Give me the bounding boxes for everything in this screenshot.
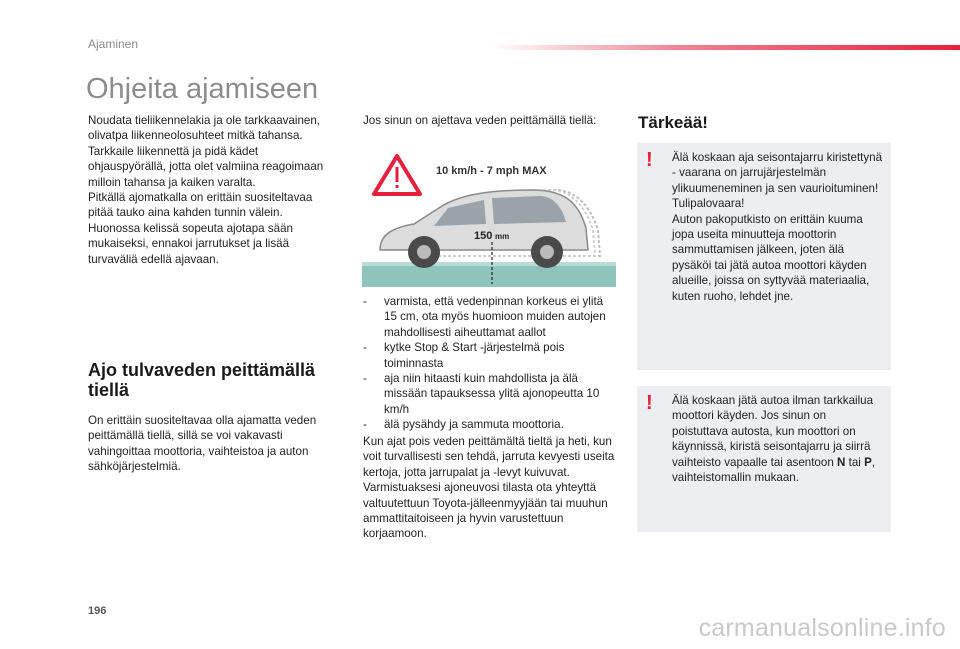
- list-item: - aja niin hitaasti kuin mahdollista ja älä missään tapauksessa ylitä ajonopeutta 10 km/h: [363, 372, 600, 416]
- list-item: - varmista, että vedenpinnan korkeus ei ylitä 15 cm, ota myös huomioon muiden autojen mahdollisesti aiheuttamat aallot: [363, 295, 606, 339]
- page-number: 196: [88, 605, 107, 617]
- flood-heading: Ajo tulvaveden peittämällä tiellä: [88, 360, 316, 400]
- intro-line: Pitkällä ajomatkalla on erittäin suositeltavaa pitää tauko aina kahden tunnin välein.: [88, 191, 313, 220]
- warning-triangle-icon: [374, 156, 420, 194]
- depth-value: 150: [474, 230, 493, 242]
- important-title: Tärkeää!: [638, 113, 708, 132]
- list-item: - älä pysähdy ja sammuta moottoria.: [363, 418, 564, 432]
- list-item: - kytke Stop & Start -järjestelmä pois toiminnasta: [363, 341, 565, 370]
- intro-line: Huonossa kelissä sopeuta ajotapa sään mukaiseksi, ennakoi jarrutukset ja lisää turvaväliä edellä ajavaan.: [88, 221, 293, 266]
- header-accent-bar: [490, 45, 960, 50]
- intro-paragraph: [88, 113, 338, 267]
- instruction-list: [363, 294, 619, 433]
- intro-line: Tarkkaile liikennettä ja pidä kädet ohjauspyörällä, jotta olet valmiina reagoimaan milloin tahansa ja kaiken varalta.: [88, 144, 324, 189]
- section-label: Ajaminen: [88, 37, 139, 51]
- warning-box-2: [637, 386, 891, 532]
- page-title: Ohjeita ajamiseen: [86, 73, 319, 105]
- flood-illustration: [362, 150, 616, 287]
- column2-lead: Jos sinun on ajettava veden peittämällä tiellä:: [363, 114, 597, 127]
- warning-text: Auton pakoputkisto on erittäin kuuma jopa useita minuutteja moottorin sammuttamisen jälkeen, joten älä pysäköi tai jätä autoa moottori käyden alueille, joissa on syttyvää materiaalia, kuten ruoho, lehdet jne.: [672, 212, 870, 303]
- warning-text: Tulipalovaara!: [672, 197, 745, 211]
- warning-box-1: [637, 143, 891, 370]
- exclamation-icon: !: [646, 392, 653, 414]
- intro-line: Noudata tieliikennelakia ja ole tarkkaavainen, olivatpa liikenneolosuhteet mitkä tahansa.: [88, 114, 321, 143]
- flood-paragraph: On erittäin suositeltavaa olla ajamatta veden peittämällä tiellä, sillä se voi vakavasti vahingoittaa moottoria, vaihteistoa ja auton sähköjärjestelmiä.: [88, 414, 317, 474]
- exclamation-icon: !: [646, 149, 653, 171]
- watermark: carmanualsonline.info: [698, 614, 946, 642]
- warning-text: Älä koskaan aja seisontajarru kiristettynä - vaarana on jarrujärjestelmän ylikuumeneminen ja sen vaurioituminen!: [672, 151, 883, 195]
- warning-text: Älä koskaan jätä autoa ilman tarkkailua moottori käyden. Jos sinun on poistuttava autosta, kun moottori on käynnissä, kiristä seisontajarru ja siirrä vaihteisto vapaalle tai asentoon N tai P, vaihteistomallin mukaan.: [672, 394, 876, 485]
- depth-unit: mm: [495, 232, 510, 241]
- after-list-paragraph: Kun ajat pois veden peittämältä tieltä ja heti, kun voit turvallisesti sen tehdä, jarruta kevyesti useita kertoja, jotta jarrupalat ja -levyt kuivuvat. Varmistuaksesi ajoneuvosi tilasta ota yhteyttä valtuutettuun Toyota-jälleenmyyjään tai muuhun ammattitaitoiseen ja hyvin varustettuun korjaamoon.: [363, 435, 615, 541]
- speed-label: 10 km/h - 7 mph MAX: [436, 165, 547, 177]
